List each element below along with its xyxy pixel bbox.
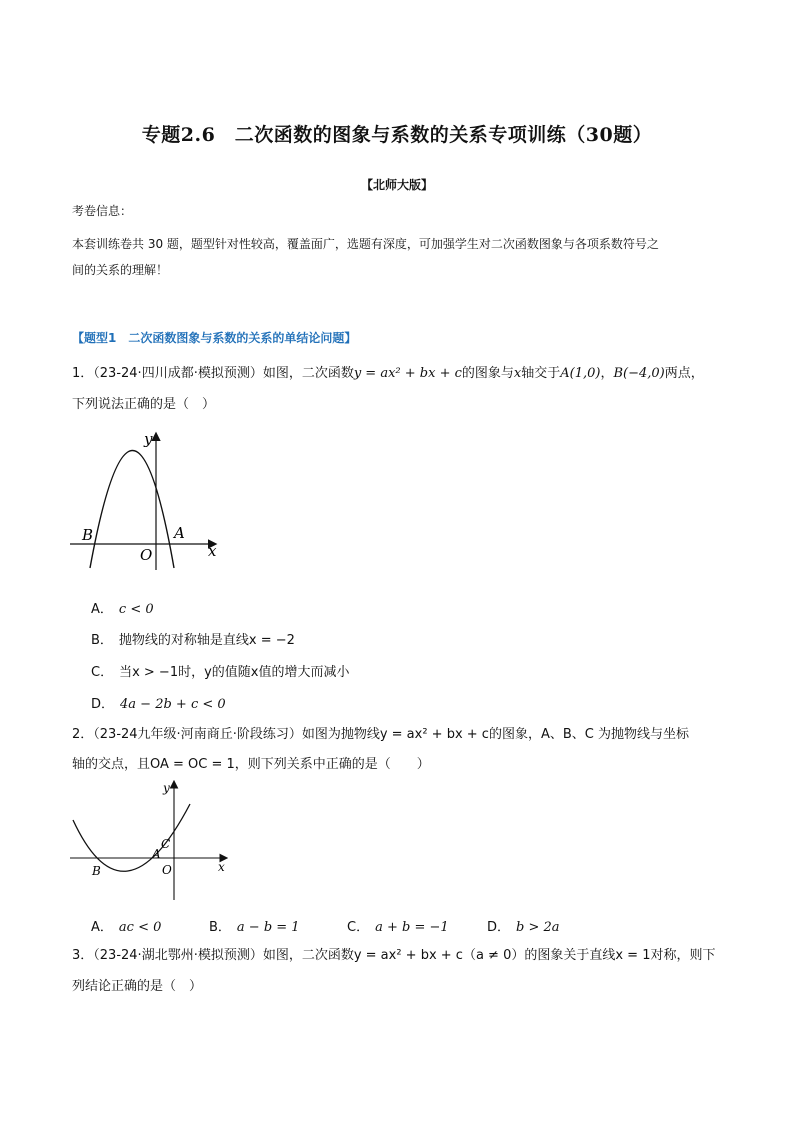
question-1-option-d[interactable] <box>91 693 226 712</box>
option-label: B． <box>91 633 113 648</box>
x-axis-label: x <box>208 542 217 560</box>
question-1-option-b[interactable] <box>91 629 295 648</box>
option-text: a − b = 1 <box>236 920 300 935</box>
question-1-line-1 <box>72 365 704 383</box>
question-1-graph <box>70 428 230 578</box>
edition-label: 【北师大版】 <box>360 178 433 192</box>
option-label: D． <box>91 697 115 712</box>
option-label: C． <box>91 665 114 680</box>
origin-label: O <box>162 863 172 877</box>
question-1-option-a[interactable] <box>91 598 154 617</box>
intro-line-1: 本套训练卷共 30 题，题型针对性较高，覆盖面广，选题有深度，可加强学生对二次函数图象与各项系数符号之 <box>72 237 659 251</box>
question-2-option-a[interactable] <box>91 916 161 935</box>
question-1-text-mid2: 轴交于 <box>521 366 561 381</box>
option-label: A． <box>91 920 113 935</box>
question-1-text-mid: 的图象与 <box>461 366 514 381</box>
option-text: 4a − 2b + c < 0 <box>120 697 226 712</box>
question-1-number: 1． <box>72 366 94 381</box>
question-3-text: （23-24·湖北鄂州·模拟预测）如图，二次函数y = ax² + bx + c（a ≠ 0）的图象关于直线x = 1对称，则下 <box>93 948 716 963</box>
question-3-number: 3． <box>72 948 94 963</box>
option-label: B． <box>209 920 231 935</box>
question-2-graph <box>68 778 238 903</box>
option-text: a + b = −1 <box>375 920 449 935</box>
point-a-label: A <box>152 847 161 861</box>
question-2-number: 2． <box>72 727 94 742</box>
question-2-line-1 <box>72 726 689 744</box>
x-axis-label: x <box>218 860 225 874</box>
point-c-label: C <box>161 837 171 851</box>
info-label: 考卷信息： <box>72 204 133 218</box>
page-title: 专题2.6 二次函数的图象与系数的关系专项训练（30题） <box>141 124 653 146</box>
origin-label: O <box>140 546 153 564</box>
question-1-point-a: A(1,0) <box>560 366 601 381</box>
question-2-option-b[interactable] <box>209 916 300 935</box>
option-text: c < 0 <box>118 602 154 617</box>
question-2-option-d[interactable] <box>487 916 560 935</box>
y-axis-label: y <box>163 781 170 795</box>
parabola-curve <box>73 804 190 871</box>
y-axis-label: y <box>144 430 153 448</box>
question-3-line-1 <box>72 947 715 965</box>
section-heading-1: 【题型1 二次函数图象与系数的关系的单结论问题】 <box>72 331 357 345</box>
question-1-text-end: 两点， <box>664 366 704 381</box>
question-1-separator: ， <box>600 366 614 381</box>
option-text: ac < 0 <box>118 920 162 935</box>
question-1-x-var: x <box>513 366 522 381</box>
option-label: C． <box>347 920 370 935</box>
question-1-point-b: B(−4,0) <box>613 366 665 381</box>
question-2-text: （23-24九年级·河南商丘·阶段练习）如图为抛物线y = ax² + bx + c的图象，A、B、C 为抛物线与坐标 <box>93 727 689 742</box>
question-1-source: （23-24·四川成都·模拟预测）如图，二次函数 <box>93 366 354 381</box>
point-b-label: B <box>92 864 101 878</box>
question-2-option-c[interactable] <box>347 916 449 935</box>
point-a-label: A <box>174 524 185 542</box>
option-label: D． <box>487 920 511 935</box>
option-text: 当x > −1时，y的值随x值的增大而减小 <box>119 665 350 680</box>
question-1-equation: y = ax² + bx + c <box>353 366 462 381</box>
question-2-line-2: 轴的交点，且OA = OC = 1，则下列关系中正确的是（ ） <box>72 757 430 772</box>
intro-line-2: 间的关系的理解！ <box>72 263 169 277</box>
question-3-line-2: 列结论正确的是（ ） <box>72 979 203 994</box>
point-b-label: B <box>82 526 94 544</box>
option-text: 抛物线的对称轴是直线x = −2 <box>118 633 295 648</box>
question-1-option-c[interactable] <box>91 661 349 680</box>
option-label: A． <box>91 602 113 617</box>
question-1-line-2: 下列说法正确的是（ ） <box>72 397 216 412</box>
parabola-curve <box>90 451 174 569</box>
option-text: b > 2a <box>516 920 560 935</box>
